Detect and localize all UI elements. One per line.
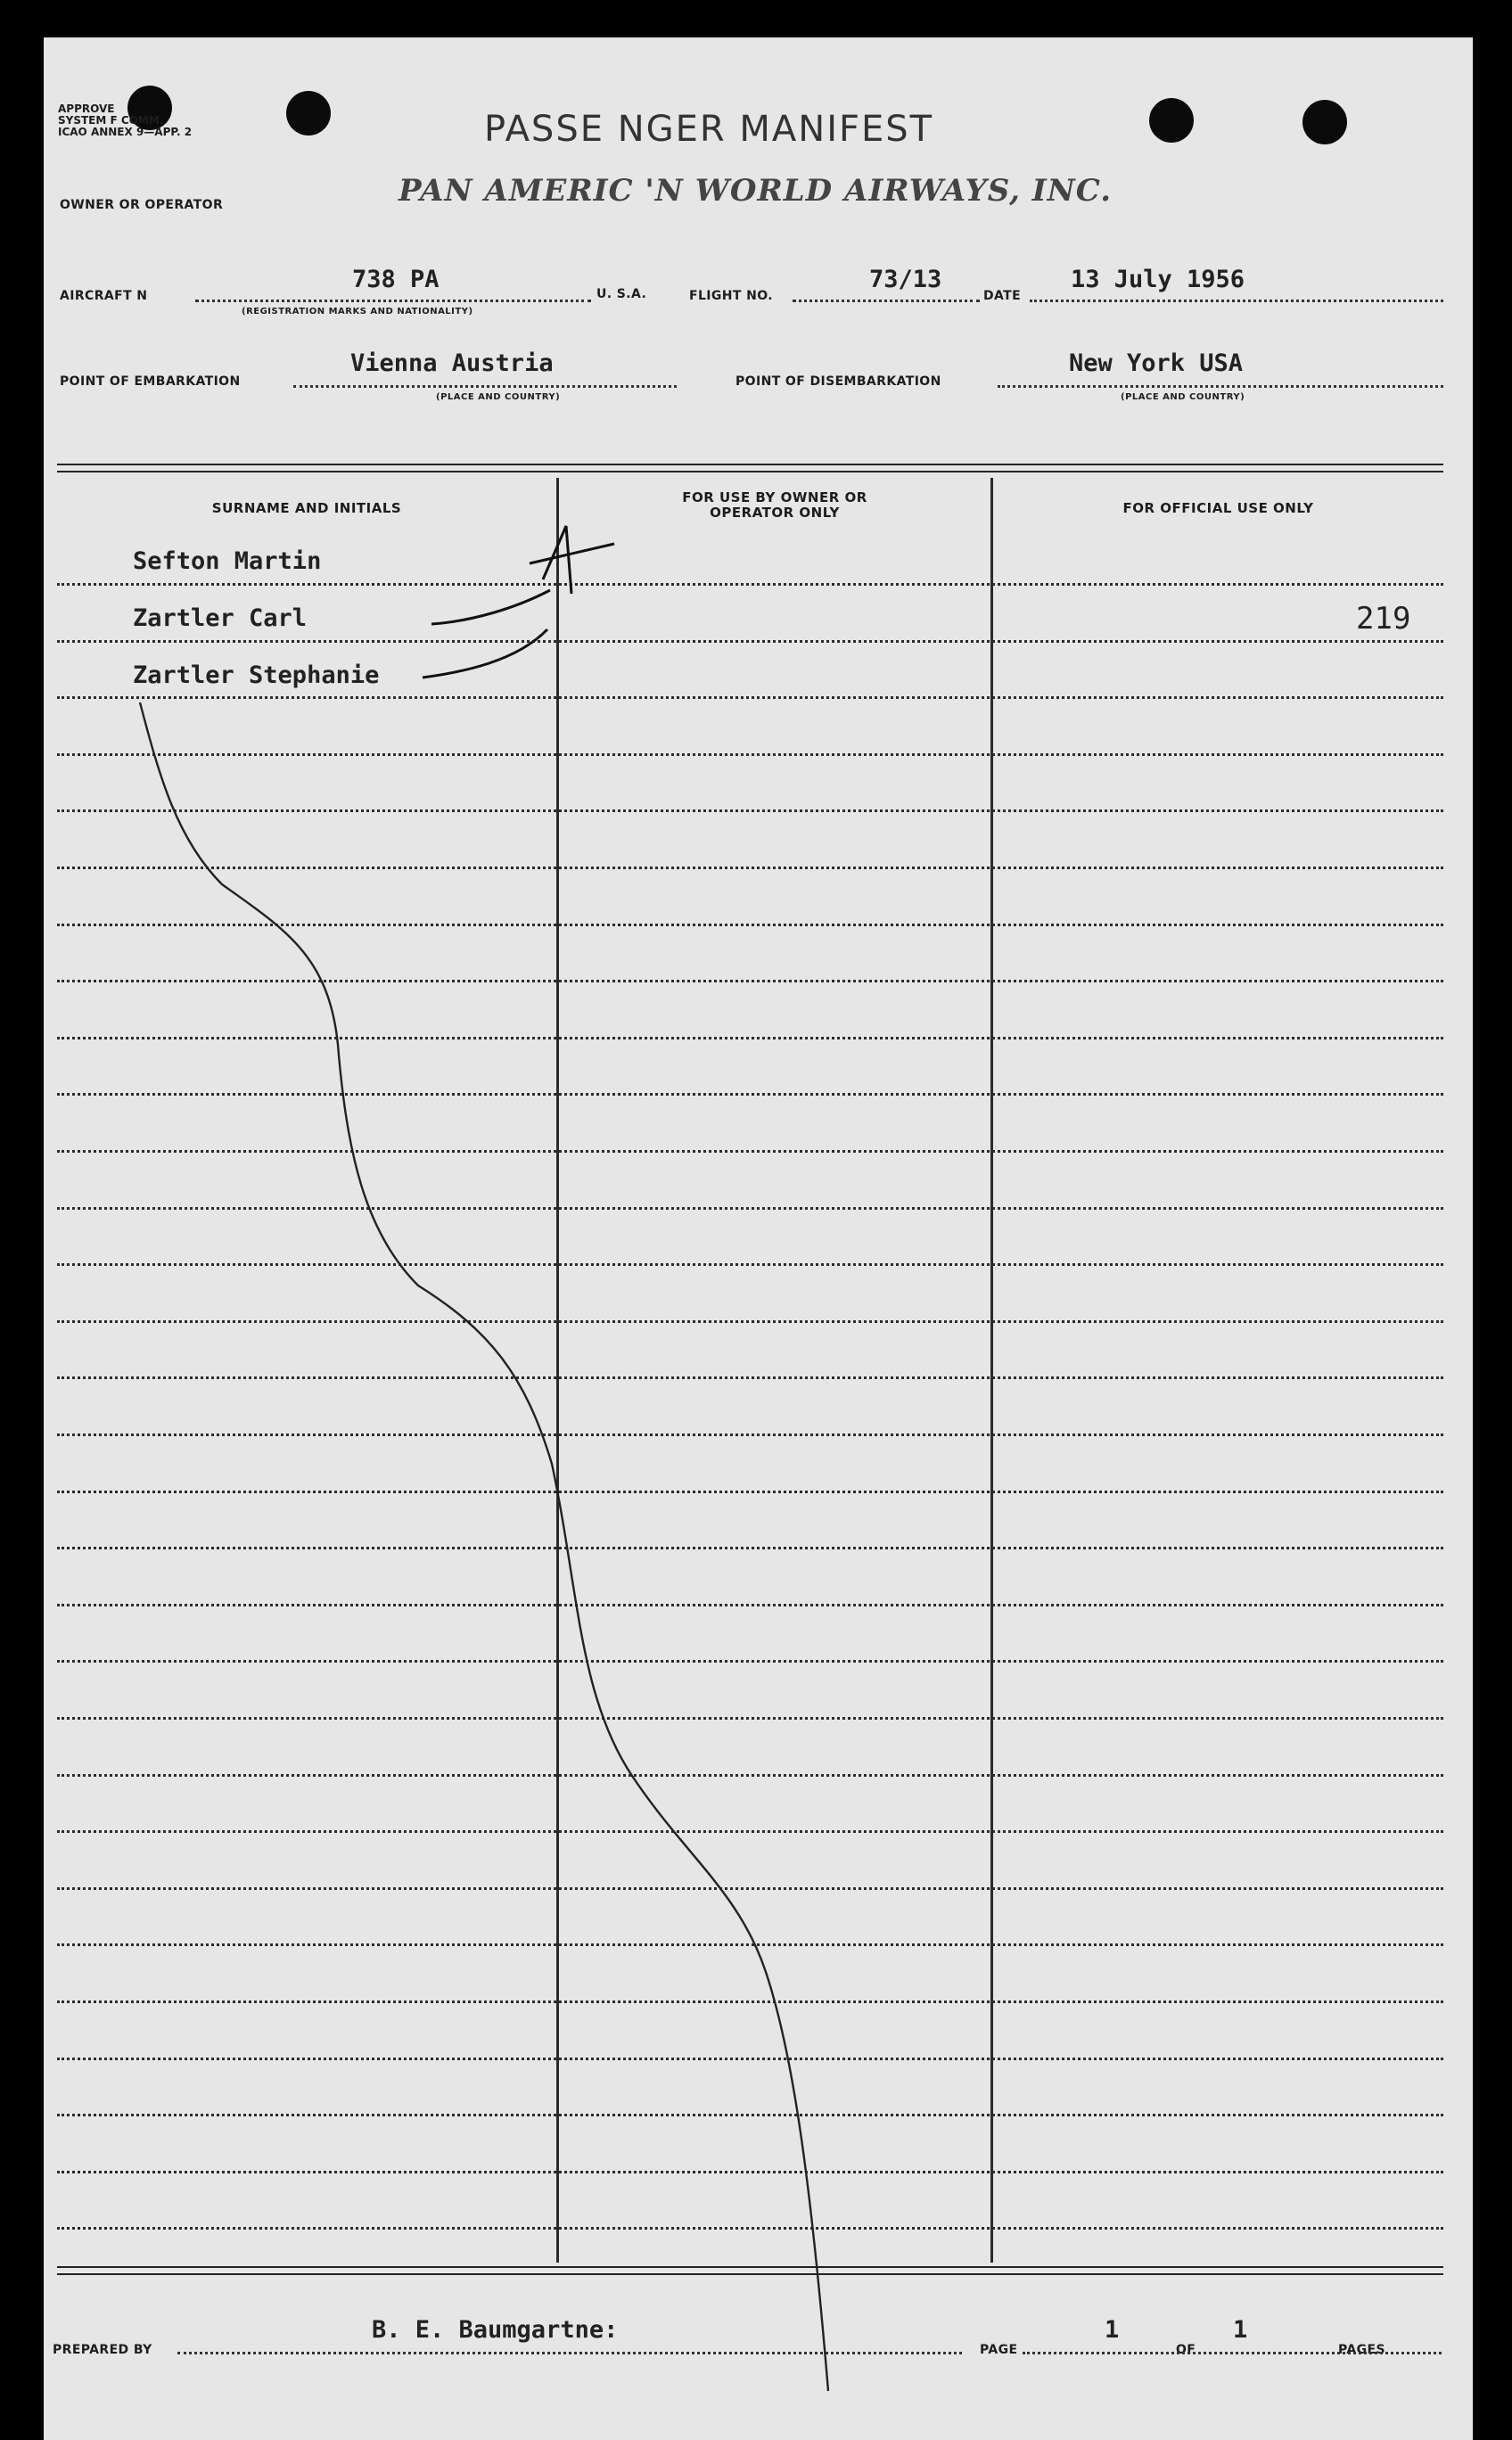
table-row — [57, 1376, 1443, 1379]
disembarkation-line — [998, 385, 1443, 388]
table-row — [57, 867, 1443, 869]
of-value: 1 — [1233, 2316, 1248, 2344]
table-row — [57, 2114, 1443, 2116]
table-row — [57, 1943, 1443, 1946]
prepared-line — [177, 2352, 962, 2354]
aircraft-caption: (REGISTRATION MARKS AND NATIONALITY) — [242, 307, 473, 316]
table-row — [57, 980, 1443, 982]
table-row — [57, 753, 1443, 756]
bracket-stroke — [431, 590, 550, 624]
table-row — [57, 809, 1443, 812]
table-row — [57, 1887, 1443, 1890]
table-row — [57, 1037, 1443, 1039]
table-row — [57, 1491, 1443, 1493]
table-row — [57, 1150, 1443, 1153]
table-row — [57, 2171, 1443, 2173]
table-row — [57, 1320, 1443, 1323]
disembarkation-value: New York USA — [1069, 349, 1244, 377]
aircraft-line — [195, 300, 591, 302]
passenger-name: Sefton Martin — [133, 547, 322, 575]
official-value: 219 — [1356, 601, 1411, 637]
pages-label: PAGES — [1338, 2343, 1385, 2357]
approval-line: APPROVE — [58, 103, 115, 115]
passenger-name: Zartler Stephanie — [133, 661, 380, 689]
table-row — [57, 640, 1443, 643]
table-bottom-rule — [57, 2273, 1443, 2275]
punch-hole-icon — [1302, 100, 1347, 144]
handwritten-marks — [44, 37, 1473, 2440]
prepared-value: B. E. Baumgartne: — [372, 2316, 619, 2344]
page-title: PASSE NGER MANIFEST — [484, 109, 934, 150]
table-row — [57, 1717, 1443, 1720]
manifest-sheet — [44, 37, 1473, 2440]
table-row — [57, 1604, 1443, 1606]
date-line — [1030, 300, 1443, 302]
table-top-rule — [57, 471, 1443, 472]
table-row — [57, 696, 1443, 699]
punch-hole-icon — [286, 91, 331, 136]
table-top-rule — [57, 464, 1443, 465]
page-value: 1 — [1105, 2316, 1120, 2344]
owner-label: OWNER OR OPERATOR — [60, 198, 224, 212]
table-row — [57, 2000, 1443, 2003]
flight-value: 73/13 — [869, 266, 942, 293]
embarkation-caption: (PLACE AND COUNTRY) — [436, 392, 561, 402]
disembarkation-label: POINT OF DISEMBARKATION — [735, 374, 941, 389]
column-divider — [990, 478, 993, 2263]
date-label: DATE — [983, 289, 1022, 303]
bracket-stroke — [423, 629, 547, 678]
column-header-official: FOR OFFICIAL USE ONLY — [1122, 500, 1314, 516]
aircraft-value: 738 PA — [352, 266, 440, 293]
embarkation-value: Vienna Austria — [350, 349, 554, 377]
table-row — [57, 1434, 1443, 1436]
approval-note — [58, 103, 236, 138]
table-row — [57, 1263, 1443, 1266]
table-row — [57, 1830, 1443, 1833]
embarkation-line — [293, 385, 677, 388]
punch-hole-icon — [1149, 98, 1194, 143]
footer-line — [1023, 2352, 1442, 2354]
table-row — [57, 583, 1443, 586]
flight-label: FLIGHT NO. — [689, 289, 773, 303]
prepared-label: PREPARED BY — [53, 2343, 152, 2357]
passenger-name: Zartler Carl — [133, 604, 308, 632]
column-header-surname: SURNAME AND INITIALS — [211, 500, 402, 516]
usa-label: U. S.A. — [596, 287, 647, 301]
column-divider — [556, 478, 559, 2263]
table-row — [57, 1207, 1443, 1210]
approval-line: COMM. — [120, 114, 164, 127]
table-row — [57, 924, 1443, 926]
page-label: PAGE — [980, 2343, 1018, 2357]
table-row — [57, 1774, 1443, 1777]
disembarkation-caption: (PLACE AND COUNTRY) — [1121, 392, 1245, 402]
table-row — [57, 2058, 1443, 2060]
owner-value: PAN AMERIC 'N WORLD AIRWAYS, INC. — [399, 173, 1113, 209]
table-row — [57, 2227, 1443, 2230]
table-row — [57, 1660, 1443, 1663]
date-value: 13 July 1956 — [1071, 266, 1245, 293]
embarkation-label: POINT OF EMBARKATION — [60, 374, 241, 389]
of-label: OF — [1176, 2343, 1196, 2357]
aircraft-label: AIRCRAFT N — [60, 289, 148, 303]
column-header-owner: FOR USE BY OWNER OR OPERATOR ONLY — [682, 489, 867, 521]
table-bottom-rule — [57, 2266, 1443, 2268]
approval-line: SYSTEM F — [58, 114, 118, 127]
flight-line — [793, 300, 980, 302]
approval-line: ICAO ANNEX 9—APP. 2 — [58, 126, 193, 138]
table-row — [57, 1547, 1443, 1549]
table-row — [57, 1093, 1443, 1096]
